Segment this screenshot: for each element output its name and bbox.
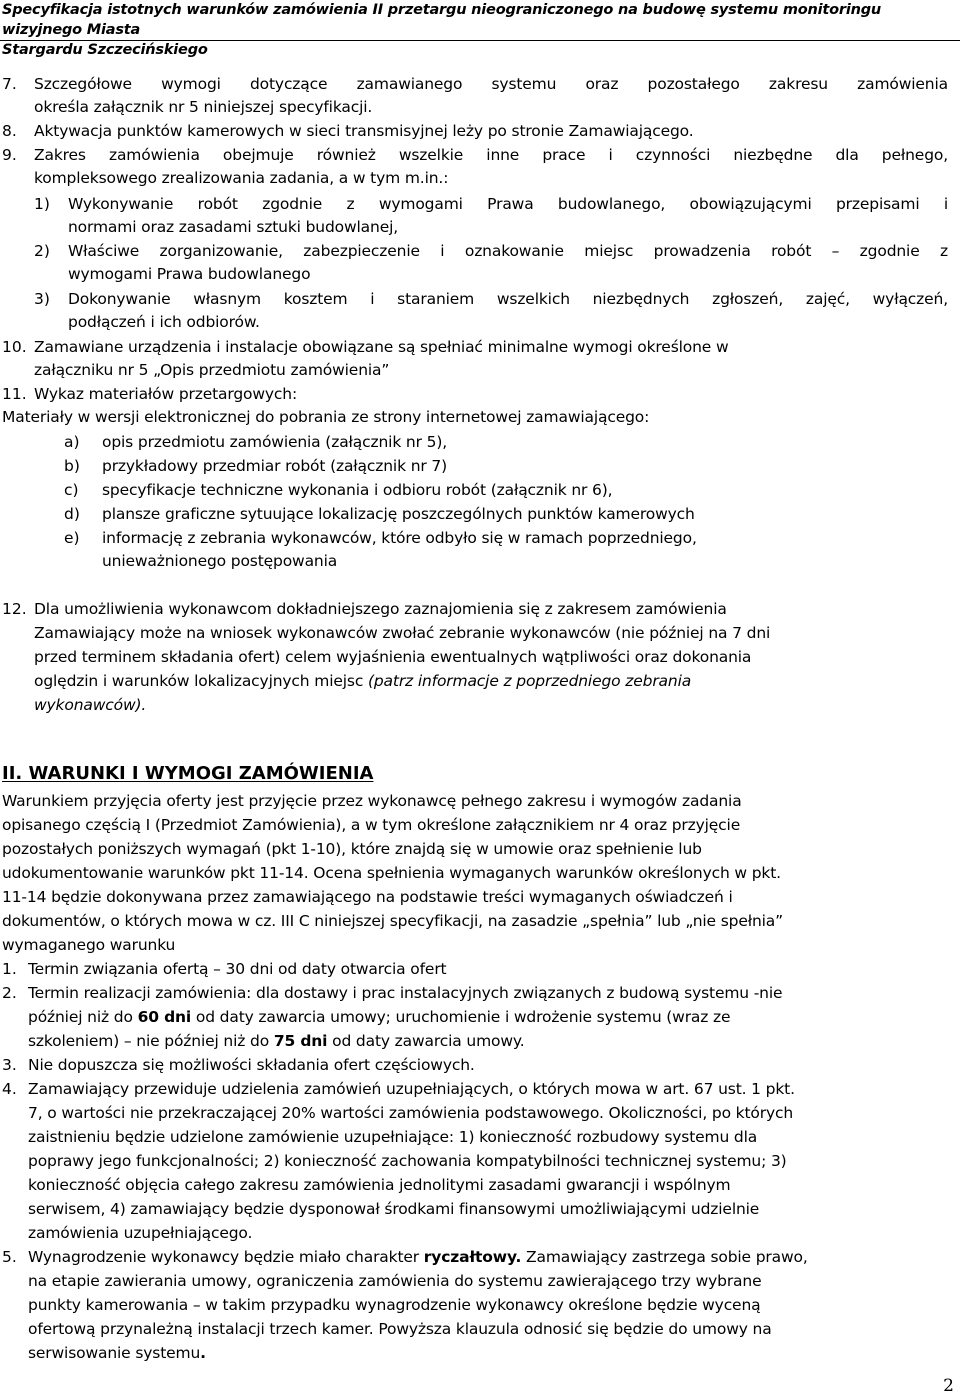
materials-letter: e) bbox=[64, 529, 80, 547]
item-number: 1. bbox=[2, 960, 17, 978]
item-line: zaistnieniu będzie udzielone zamówienie uzupełniające: 1) konieczność rozbudowy systemu dla bbox=[28, 1128, 758, 1146]
intro-line: wymaganego warunku bbox=[2, 936, 176, 954]
intro-line: pozostałych poniższych wymagań (pkt 1-10), które znajdą się w umowie oraz spełnienie lub bbox=[2, 840, 702, 858]
materials-item: przykładowy przedmiar robót (załącznik nr 7) bbox=[102, 457, 447, 475]
item-line: Szczegółowe wymogi dotyczące zamawianego systemu oraz pozostałego zakresu zamówienia bbox=[34, 75, 948, 93]
item-text-bold: 75 dni bbox=[273, 1032, 328, 1050]
item-line: na etapie zawierania umowy, ograniczenia zamówienia do systemu zawierającego trzy wybrane bbox=[28, 1272, 762, 1290]
item-line: załączniku nr 5 „Opis przedmiotu zamówienia” bbox=[34, 361, 390, 379]
item-line: określa załącznik nr 5 niniejszej specyfikacji. bbox=[34, 98, 373, 116]
item-number: 9. bbox=[2, 146, 17, 164]
item-text: oględzin i warunków lokalizacyjnych miejsc bbox=[34, 672, 368, 690]
item-line: Termin realizacji zamówienia: dla dostawy i prac instalacyjnych związanych z budową systemu -nie bbox=[28, 984, 783, 1002]
item-line: Aktywacja punktów kamerowych w sieci transmisyjnej leży po stronie Zamawiającego. bbox=[34, 122, 694, 140]
item-line: zamówienia uzupełniającego. bbox=[28, 1224, 253, 1242]
item-line: Zakres zamówienia obejmuje również wszelkie inne prace i czynności niezbędne dla pełnego, bbox=[34, 146, 948, 164]
item-text: Zamawiający zastrzega sobie prawo, bbox=[521, 1248, 808, 1266]
item-line: Termin związania ofertą – 30 dni od daty otwarcia ofert bbox=[28, 960, 447, 978]
item-text: szkoleniem) – nie później niż do bbox=[28, 1032, 274, 1050]
item-line: Wykaz materiałów przetargowych: bbox=[34, 385, 298, 403]
materials-item: unieważnionego postępowania bbox=[102, 552, 338, 570]
item-text: Wynagrodzenie wykonawcy będzie miało charakter bbox=[28, 1248, 424, 1266]
item-line: Zamawiane urządzenia i instalacje obowiązane są spełniać minimalne wymogi określone w bbox=[34, 338, 729, 356]
intro-line: 11-14 będzie dokonywana przez zamawiającego na podstawie treści wymaganych oświadczeń i bbox=[2, 888, 733, 906]
item-line bbox=[28, 1030, 525, 1053]
item-line bbox=[34, 670, 691, 693]
item-line bbox=[28, 1342, 206, 1365]
item-text-bold: ryczałtowy. bbox=[423, 1248, 522, 1266]
intro-line: dokumentów, o których mowa w cz. III C niniejszej specyfikacji, na zasadzie „spełnia” lub „nie spełnia” bbox=[2, 912, 784, 930]
materials-letter: d) bbox=[64, 505, 80, 523]
item-line: przed terminem składania ofert) celem wyjaśnienia ewentualnych wątpliwości oraz dokonania bbox=[34, 648, 752, 666]
item-number: 11. bbox=[2, 385, 27, 403]
item-line: Dla umożliwienia wykonawcom dokładniejszego zaznajomienia się z zakresem zamówienia bbox=[34, 600, 727, 618]
item-line: 7, o wartości nie przekraczającej 20% wartości zamówienia podstawowego. Okoliczności, po których bbox=[28, 1104, 794, 1122]
sub-item-line: Właściwe zorganizowanie, zabezpieczenie i oznakowanie miejsc prowadzenia robót – zgodnie z bbox=[68, 242, 948, 260]
item-number: 3. bbox=[2, 1056, 17, 1074]
item-line: wykonawców). bbox=[34, 696, 147, 714]
item-number: 5. bbox=[2, 1248, 17, 1266]
running-header-line: Specyfikacja istotnych warunków zamówienia II przetargu nieograniczonego na budowę systemu monitoringu wizyjnego Miasta bbox=[2, 2, 882, 38]
intro-line: Warunkiem przyjęcia oferty jest przyjęcie przez wykonawcę pełnego zakresu i wymogów zadania bbox=[2, 792, 742, 810]
item-line: poprawy jego funkcjonalności; 2) konieczność zachowania kompatybilności technicznej systemu; 3) bbox=[28, 1152, 787, 1170]
materials-item: opis przedmiotu zamówienia (załącznik nr 5), bbox=[102, 433, 447, 451]
item-text: od daty zawarcia umowy; uruchomienie i wdrożenie systemu (wraz ze bbox=[191, 1008, 731, 1026]
intro-line: udokumentowanie warunków pkt 11-14. Ocena spełnienia wymaganych warunków określonych w pkt. bbox=[2, 864, 781, 882]
page-number: 2 bbox=[943, 1376, 954, 1396]
item-line: punkty kamerowania – w takim przypadku wynagrodzenie wykonawcy określone będzie wyceną bbox=[28, 1296, 761, 1314]
item-number: 8. bbox=[2, 122, 17, 140]
item-text-bold: 60 dni bbox=[137, 1008, 192, 1026]
sub-item-number: 3) bbox=[34, 290, 50, 308]
materials-item: informację z zebrania wykonawców, które odbyło się w ramach poprzedniego, bbox=[102, 529, 697, 547]
materials-letter: b) bbox=[64, 457, 80, 475]
item-line: kompleksowego zrealizowania zadania, a w tym m.in.: bbox=[34, 169, 449, 187]
item-number: 2. bbox=[2, 984, 17, 1002]
materials-intro: Materiały w wersji elektronicznej do pobrania ze strony internetowej zamawiającego: bbox=[2, 408, 650, 426]
item-line: Nie dopuszcza się możliwości składania ofert częściowych. bbox=[28, 1056, 475, 1074]
item-number: 4. bbox=[2, 1080, 17, 1098]
materials-letter: c) bbox=[64, 481, 79, 499]
item-line: Zamawiający może na wniosek wykonawców zwołać zebranie wykonawców (nie później na 7 dni bbox=[34, 624, 771, 642]
item-number: 7. bbox=[2, 75, 17, 93]
item-text-bold: . bbox=[200, 1344, 206, 1362]
running-header-line: Stargardu Szczecińskiego bbox=[2, 42, 208, 58]
materials-item: plansze graficzne sytuujące lokalizację poszczególnych punktów kamerowych bbox=[102, 505, 695, 523]
item-number: 12. bbox=[2, 600, 27, 618]
sub-item-line: Wykonywanie robót zgodnie z wymogami Prawa budowlanego, obowiązującymi przepisami i bbox=[68, 195, 948, 213]
sub-item-number: 1) bbox=[34, 195, 50, 213]
item-number: 10. bbox=[2, 338, 27, 356]
item-line: serwisem, 4) zamawiający będzie dysponował środkami finansowymi umożliwiającymi udzielnie bbox=[28, 1200, 760, 1218]
item-text: serwisowanie systemu bbox=[28, 1344, 201, 1362]
item-text: później niż do bbox=[28, 1008, 138, 1026]
sub-item-line: normami oraz zasadami sztuki budowlanej, bbox=[68, 218, 399, 236]
sub-item-line: Dokonywanie własnym kosztem i staraniem wszelkich niezbędnych zgłoszeń, zajęć, wyłączeń, bbox=[68, 290, 948, 308]
running-header bbox=[2, 0, 954, 60]
materials-letter: a) bbox=[64, 433, 80, 451]
item-line: ofertową przynależną instalacji trzech kamer. Powyższa klauzula odnosić się będzie do umowy na bbox=[28, 1320, 772, 1338]
header-divider bbox=[0, 40, 960, 41]
item-text: od daty zawarcia umowy. bbox=[327, 1032, 525, 1050]
item-line bbox=[28, 1006, 730, 1029]
item-line: Zamawiający przewiduje udzielenia zamówień uzupełniających, o których mowa w art. 67 ust. 1 pkt. bbox=[28, 1080, 795, 1098]
item-line bbox=[28, 1246, 808, 1269]
section-heading: II. WARUNKI I WYMOGI ZAMÓWIENIA bbox=[2, 763, 374, 784]
intro-line: opisanego częścią I (Przedmiot Zamówienia), a w tym określone załącznikiem nr 4 oraz przyjęcie bbox=[2, 816, 741, 834]
sub-item-number: 2) bbox=[34, 242, 50, 260]
sub-item-line: wymogami Prawa budowlanego bbox=[68, 265, 311, 283]
item-line: konieczność objęcia całego zakresu zamówienia jednolitymi zasadami gwarancji i wspólnym bbox=[28, 1176, 731, 1194]
materials-item: specyfikacje techniczne wykonania i odbioru robót (załącznik nr 6), bbox=[102, 481, 613, 499]
item-text-italic: (patrz informacje z poprzedniego zebrania bbox=[367, 672, 692, 690]
sub-item-line: podłączeń i ich odbiorów. bbox=[68, 313, 260, 331]
